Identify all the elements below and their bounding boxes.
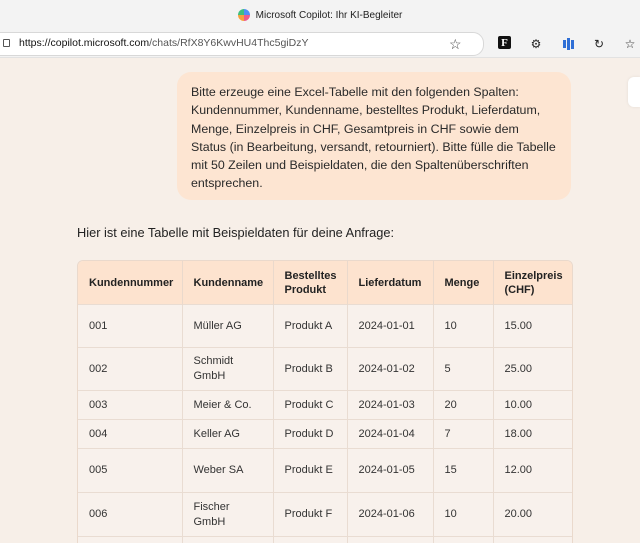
header-kundennummer: Kundennummer [78,261,182,305]
table-cell: 2024-01-03 [347,391,433,420]
table-cell: 20.00 [493,493,572,537]
table-cell: 003 [78,391,182,420]
table-cell: 7 [433,420,493,449]
f-extension-icon[interactable]: F [498,36,511,49]
table-cell: Meier & Co. [182,391,273,420]
window-title: Microsoft Copilot: Ihr KI-Begleiter [255,9,403,21]
table-cell: 001 [78,305,182,348]
table-cell: Produkt E [273,449,347,493]
user-message-bubble: Bitte erzeuge eine Excel-Tabelle mit den folgenden Spalten: Kundennummer, Kundenname, bestelltes Produkt, Lieferdatum, Menge, Einzelpreis in CHF, Gesamtpreis in CHF sowie dem Status (in Bearbeitung, versandt, retourniert). Bitte fülle die Tabelle mit 50 Zeilen und Beispieldaten, die den Spaltenüberschriften entsprechen. [177,72,571,200]
header-einzelpreis: Einzelpreis (CHF) [493,261,572,305]
bars-icon[interactable] [560,36,576,52]
table-cell: 2024-01-01 [347,305,433,348]
table-row [78,348,572,391]
header-kundenname: Kundenname [182,261,273,305]
table-cell: 2024-01-05 [347,449,433,493]
table-cell: 004 [78,420,182,449]
table-cell: 25.00 [493,348,572,391]
table-cell [78,537,182,543]
table-cell: 2024-01-06 [347,493,433,537]
table-cell: 2024-01-02 [347,348,433,391]
browser-toolbar [0,30,640,58]
table-cell: 10 [433,493,493,537]
favorites-icon[interactable]: ☆ [624,37,636,51]
table-cell: Fischer GmbH [182,493,273,537]
table-cell: 5 [433,348,493,391]
table-row-partial [78,537,572,543]
table-cell [433,537,493,543]
refresh-icon[interactable]: ↻ [593,37,605,51]
header-produkt: Bestelltes Produkt [273,261,347,305]
window-titlebar [0,0,640,30]
table-cell: Schmidt GmbH [182,348,273,391]
url-text [19,37,308,49]
chat-area [0,58,640,543]
url-host: https://copilot.microsoft.com [19,37,150,49]
assistant-reply-intro: Hier ist eine Tabelle mit Beispieldaten für deine Anfrage: [77,225,395,240]
table-cell: Müller AG [182,305,273,348]
table-row [78,493,572,537]
table-cell [273,537,347,543]
table-row [78,391,572,420]
table-cell: Produkt D [273,420,347,449]
url-path: /chats/RfX8Y6KwvHU4Thc5giDzY [149,37,309,49]
table-cell: 15.00 [493,305,572,348]
address-bar[interactable] [0,32,484,56]
table-cell [493,537,572,543]
table-cell: 002 [78,348,182,391]
table-cell: Produkt C [273,391,347,420]
table-cell: 20 [433,391,493,420]
table-row [78,449,572,493]
table-header-row [78,261,572,305]
table-cell: 15 [433,449,493,493]
table-cell: Keller AG [182,420,273,449]
lock-icon [3,39,10,47]
table-cell: 18.00 [493,420,572,449]
copilot-logo-icon [238,9,250,21]
table-row [78,305,572,348]
table-cell [182,537,273,543]
header-lieferdatum: Lieferdatum [347,261,433,305]
star-icon[interactable]: ☆ [449,36,462,52]
table-cell [347,537,433,543]
table-cell: Weber SA [182,449,273,493]
table-cell: 2024-01-04 [347,420,433,449]
table-cell: 006 [78,493,182,537]
table-cell: 10.00 [493,391,572,420]
table-cell: 12.00 [493,449,572,493]
data-table [77,260,573,543]
table-cell: 10 [433,305,493,348]
header-menge: Menge [433,261,493,305]
table-row [78,420,572,449]
table-cell: Produkt F [273,493,347,537]
gear-icon[interactable]: ⚙ [530,37,542,51]
table-cell: Produkt B [273,348,347,391]
table-cell: Produkt A [273,305,347,348]
table-cell: 005 [78,449,182,493]
